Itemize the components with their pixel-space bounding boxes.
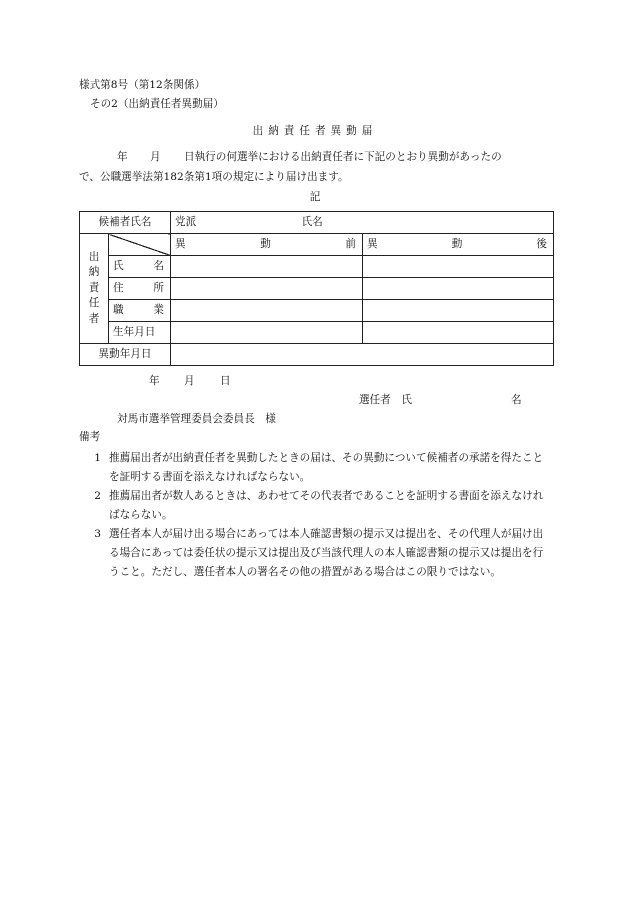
note-item-3: 3 選任者本人が届け出る場合にあっては本人確認書類の提示又は提出を、その代理人が届け出る場合にあっては委任状の提示又は提出及び当該代理人の本人確認書類の提示又は提出を行うこと。ただし、選任者本人の署名その他の措置がある場合はこの限りではない。 [94,528,544,578]
date-month: 月 [184,375,195,387]
candidate-row [80,212,554,234]
notes-list [79,449,551,582]
date-year: 年 [149,375,160,387]
occupation-row-label: 職 業 [109,300,171,322]
name-row-label: 氏 名 [109,256,171,278]
addressee: 対馬市選挙管理委員会委員長 様 [117,413,276,425]
notes-heading: 備考 [79,431,101,443]
intro-line1: 日執行の何選挙における出納責任者に下記のとおり異動があったの [184,151,502,163]
name-row [80,256,554,278]
occupation-before-field[interactable] [171,300,363,322]
change-date-row [80,344,554,366]
occupation-row [80,300,554,322]
address-after-field[interactable] [363,278,554,300]
dob-row [80,322,554,344]
name-after-field[interactable] [363,256,554,278]
party-label: 党派 [175,215,197,228]
dob-before-field[interactable] [171,322,363,344]
note-item-1: 1 推薦届出者が出納責任者を異動したときの届は、その異動について候補者の承諾を得たことを証明する書面を添えなければならない。 [94,452,544,483]
candidate-name-cell[interactable] [171,212,554,234]
before-change-header: 異 動 前 [171,234,363,256]
dob-after-field[interactable] [363,322,554,344]
address-before-field[interactable] [171,278,363,300]
treasurer-side-label: 出 納 責 任 者 [80,234,109,344]
ki-label: 記 [309,191,321,203]
header-row [80,234,554,256]
address-row-label: 住 所 [109,278,171,300]
change-form-table [79,211,554,366]
date-day: 日 [220,375,231,387]
address-row [80,278,554,300]
form-subtitle: その2（出納責任者異動届） [90,98,224,110]
intro-line2: で、公職選挙法第182条第1項の規定により届け出ます。 [79,171,349,183]
candidate-name-label: 候補者氏名 [80,212,171,234]
intro-month: 月 [150,151,161,163]
form-number: 様式第8号（第12条関係） [79,79,206,91]
name-before-field[interactable] [171,256,363,278]
diagonal-cell [109,234,171,256]
change-date-field[interactable] [171,344,554,366]
dob-row-label: 生年月日 [109,322,171,344]
document-title: 出納責任者異動届 [252,125,378,137]
after-change-header: 異 動 後 [363,234,554,256]
appointer-label: 選任者 氏 [359,394,412,406]
name-label: 氏名 [301,215,323,228]
note-item-2: 2 推薦届出者が数人あるときは、あわせてその代表者であることを証明する書面を添えなければならない。 [94,490,544,521]
appointer-name-suffix: 名 [511,394,522,406]
intro-year: 年 [117,151,128,163]
occupation-after-field[interactable] [363,300,554,322]
change-date-label: 異動年月日 [80,344,171,366]
